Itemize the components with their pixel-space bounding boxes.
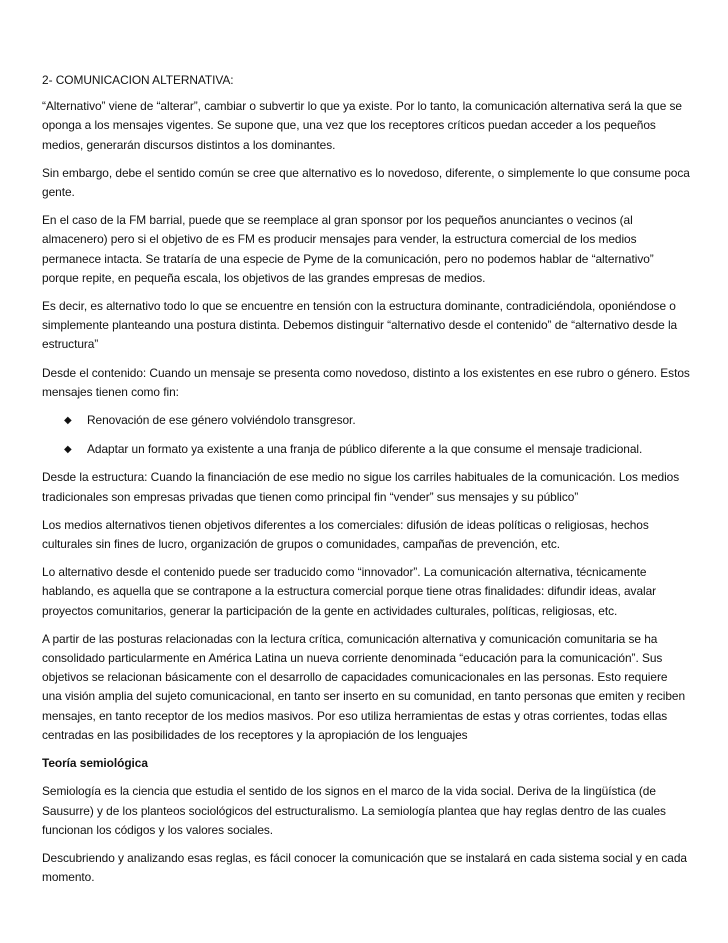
paragraph-es-decir: Es decir, es alternativo todo lo que se encuentre en tensión con la estructura dominante, contradiciéndola, oponiéndose o simplemente planteando una postura distinta. Debemos distinguir “alternativo desde el contenido” de “alternativo desde la estructura” xyxy=(42,299,678,352)
diamond-bullet-icon: ◆ xyxy=(64,444,72,456)
list-item xyxy=(42,440,690,459)
paragraph-educacion-comunicacion: A partir de las posturas relacionadas con la lectura crítica, comunicación alternativa y comunicación comunitaria se ha consolidado particularmente en América Latina un nueva corriente denominada “educación para la comunicación”. Sus objetivos se relacionan básicamente con el desarrollo de capacidades comunicacionales en las personas. Esto requiere una visión amplia del sujeto comunicacional, en tanto ser inserto en su comunidad, en tanto personas que emiten y reciben mensajes, en tanto receptor de los medios masivos. Por eso utiliza herramientas de estas y otras corrientes, todas ellas centradas en las posibilidades de los receptores y la apropiación de los lenguajes xyxy=(42,631,686,742)
paragraph-sentido-comun: Sin embargo, debe el sentido común se cree que alternativo es lo novedoso, diferente, o simplemente lo que consume poca gente. xyxy=(42,165,690,200)
paragraph-fm-barrial: En el caso de la FM barrial, puede que se reemplace al gran sponsor por los pequeños anunciantes o vecinos (al almacenero) pero si el objetivo de es FM es producir mensajes para vender, la estructura comercial de los medios permanece intacta. Se trataría de una especie de Pyme de la comunicación, pero no podemos hablar de “alternativo” porque repite, en pequeña escala, los objetivos de las grandes empresas de medios. xyxy=(42,213,654,285)
diamond-bullet-icon: ◆ xyxy=(64,415,72,427)
list-item-text: Adaptar un formato ya existente a una franja de público diferente a la que consume el mensaje tradicional. xyxy=(87,442,643,457)
section-title: 2- COMUNICACION ALTERNATIVA: xyxy=(42,73,234,87)
paragraph-innovador: Lo alternativo desde el contenido puede ser traducido como “innovador”. La comunicación alternativa, técnicamente hablando, es aquella que se contrapone a la estructura comercial porque tiene otras finalidades: difundir ideas, avalar proyectos comunitarios, generar la participación de la gente en actividades culturales, políticas, religiosas, etc. xyxy=(42,565,657,618)
paragraph-medios-alternativos: Los medios alternativos tienen objetivos diferentes a los comerciales: difusión de ideas políticas o religiosas, hechos culturales sin fines de lucro, organización de grupos o comunidades, campañas de prevención, etc. xyxy=(42,517,649,552)
paragraph-desde-la-estructura: Desde la estructura: Cuando la financiación de ese medio no sigue los carriles habituales de la comunicación. Los medios tradicionales son empresas privadas que tienen como principal fin “vender” sus mensajes y su público” xyxy=(42,470,680,504)
paragraph-desde-el-contenido: Desde el contenido: Cuando un mensaje se presenta como novedoso, distinto a los existentes en ese rubro o género. Estos mensajes tienen como fin: xyxy=(42,365,690,399)
paragraph-semiologia: Semiología es la ciencia que estudia el sentido de los signos en el marco de la vida social. Deriva de la lingüística (de Sausurre) y de los planteos sociológicos del estructuralismo. La semiología plantea que hay reglas dentro de las cuales funcionan los códigos y los valores sociales. xyxy=(42,784,666,837)
paragraph-alternativo-definition: “Alternativo” viene de “alterar”, cambiar o subvertir lo que ya existe. Por lo tanto, la comunicación alternativa será la que se oponga a los mensajes vigentes. Se supone que, una vez que los receptores críticos puedan acceder a los pequeños medios, generarán discursos distintos a los dominantes. xyxy=(42,99,682,152)
document-page xyxy=(42,71,690,896)
list-item xyxy=(42,411,690,430)
bullet-list xyxy=(42,411,690,459)
list-item-text: Renovación de ese género volviéndolo transgresor. xyxy=(87,413,356,428)
subheading-teoria-semiologica: Teoría semiológica xyxy=(42,756,148,771)
paragraph-descubriendo: Descubriendo y analizando esas reglas, es fácil conocer la comunicación que se instalará en cada sistema social y en cada momento. xyxy=(42,850,687,885)
